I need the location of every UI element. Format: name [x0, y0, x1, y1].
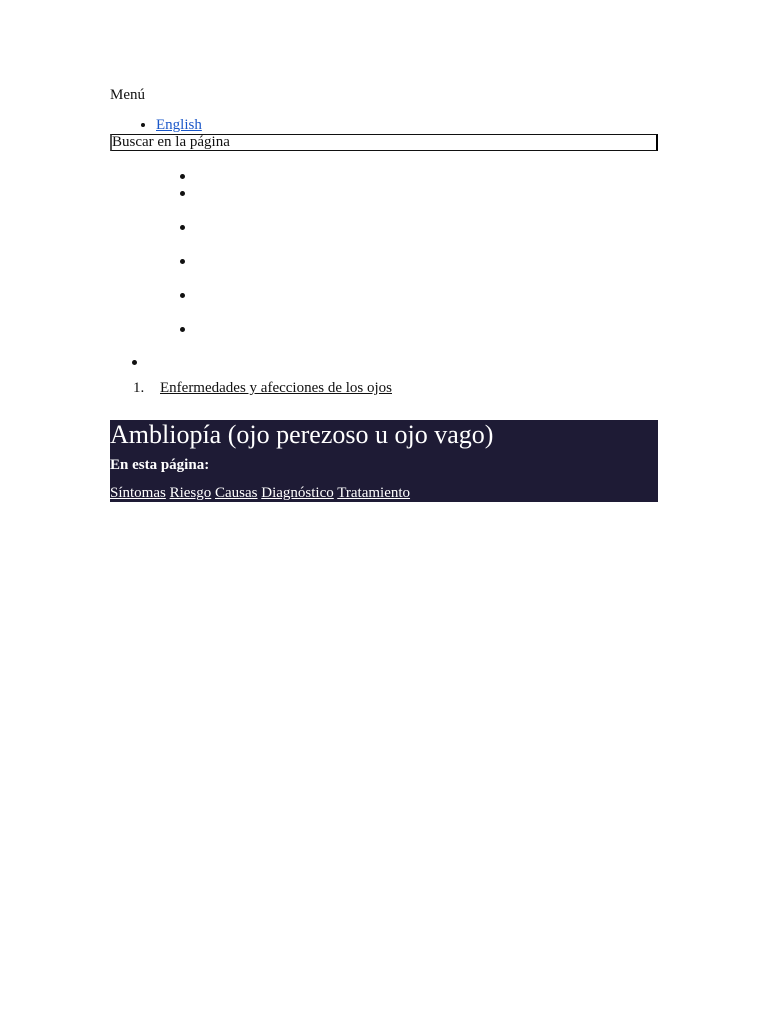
bullet-icon [132, 360, 137, 365]
breadcrumb-number: 1. [133, 380, 145, 396]
on-this-page-label: En esta página: [110, 457, 210, 473]
page-container [110, 86, 658, 501]
jump-link-causas[interactable]: Causas [215, 485, 258, 501]
jump-link-tratamiento[interactable]: Tratamiento [337, 485, 411, 501]
menu-label[interactable]: Menú [110, 87, 145, 103]
bullet-icon [180, 174, 185, 179]
breadcrumb-link[interactable]: Enfermedades y afecciones de los ojos [160, 380, 392, 396]
nav-menu-list [110, 151, 658, 341]
jump-link-sintomas[interactable]: Síntomas [110, 485, 166, 501]
bullet-icon [180, 191, 185, 196]
english-language-link[interactable]: English [156, 117, 202, 133]
bullet-icon [180, 327, 185, 332]
language-item [156, 116, 658, 134]
page-header-banner [110, 420, 658, 502]
bullet-icon [180, 259, 185, 264]
bullet-icon [180, 293, 185, 298]
jump-link-diagnostico[interactable]: Diagnóstico [261, 485, 334, 501]
search-page-button[interactable]: Buscar en la página [110, 134, 658, 151]
jump-link-riesgo[interactable]: Riesgo [169, 485, 212, 501]
on-this-page-links [110, 484, 410, 502]
breadcrumb [110, 378, 658, 398]
page-title: Ambliopía (ojo perezoso u ojo vago) [110, 420, 494, 449]
bullet-icon [180, 225, 185, 230]
language-list [110, 116, 658, 134]
nav-section [110, 151, 658, 341]
